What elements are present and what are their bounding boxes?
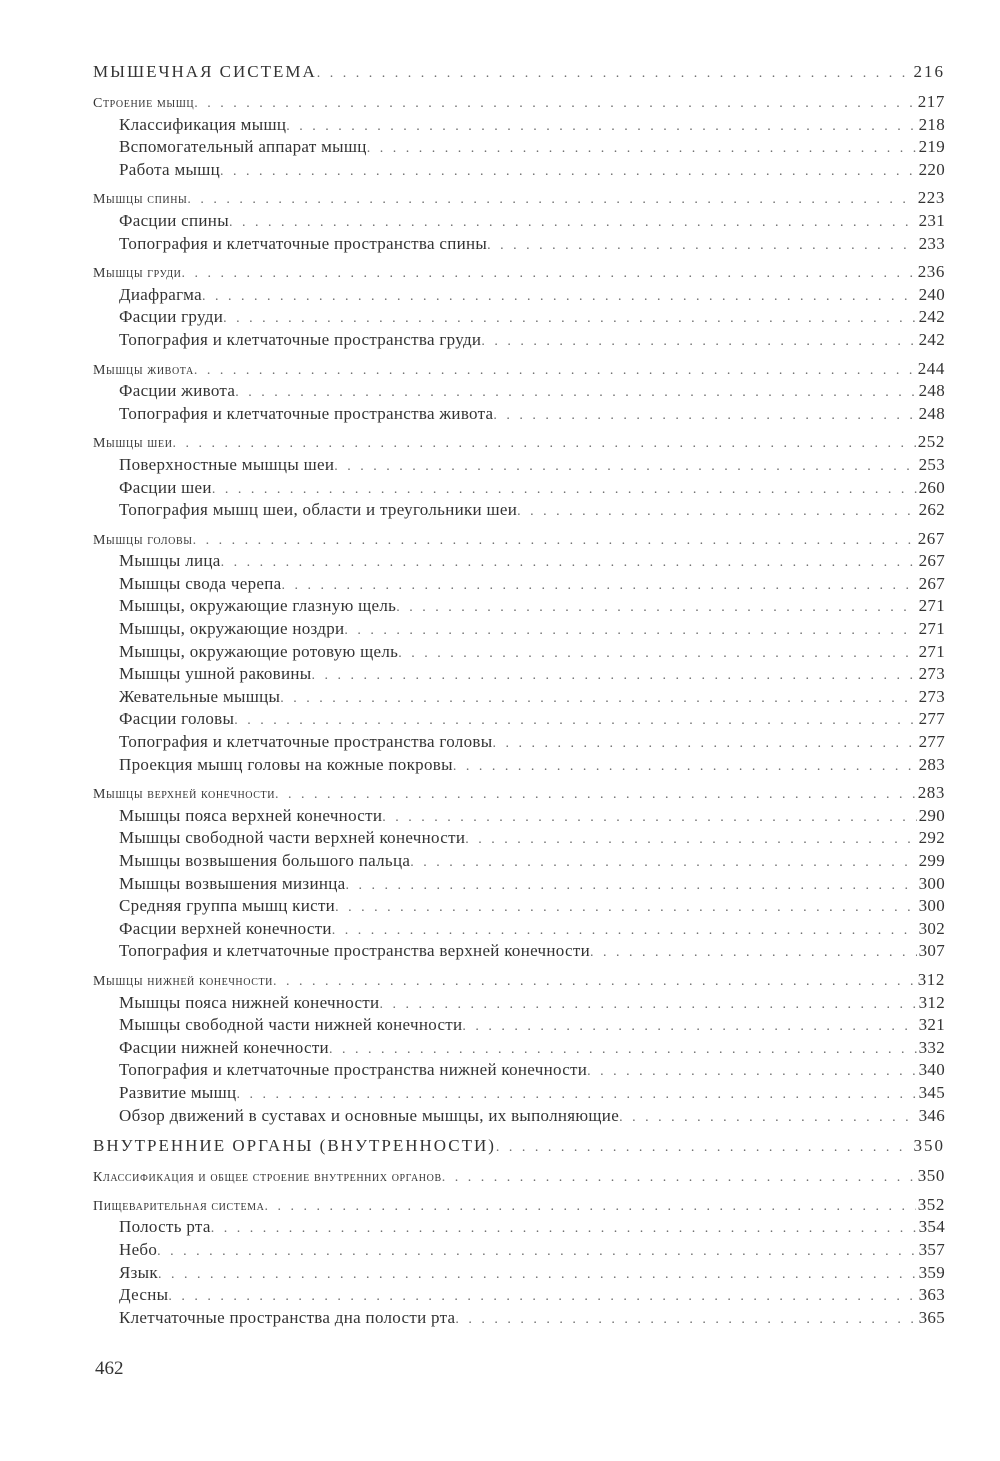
dot-leader [379,997,916,1013]
dot-leader [193,533,916,549]
toc-topic [93,478,945,501]
toc-chapter [93,1195,945,1218]
dot-leader [496,1140,912,1156]
toc-topic-title: Поверхностные мышцы шеи [119,454,335,474]
toc-topic [93,687,945,710]
dot-leader [317,66,912,82]
dot-leader [382,810,916,826]
dot-leader [335,900,917,916]
toc-topic-page: 277 [918,709,945,729]
dot-leader [492,736,916,752]
toc-chapter [93,783,945,806]
toc-chapter-title: Мышцы нижней конечности [93,973,273,989]
toc-topic [93,455,945,478]
toc-topic [93,1308,945,1331]
toc-topic-title: Фасции верхней конечности [119,918,332,938]
toc-topic [93,234,945,257]
toc-chapter-page: 283 [917,783,945,803]
toc-chapter-page: 350 [917,1166,945,1186]
toc-chapter-title: Мышцы верхней конечности [93,787,276,803]
toc-chapter-title: Классификация и общее строение внутренних органов [93,1170,442,1186]
toc-topic-title: Работа мышц [119,159,221,179]
toc-topic [93,993,945,1016]
toc-topic [93,1217,945,1240]
dot-leader [182,266,916,282]
dot-leader [462,1019,916,1035]
toc-topic [93,919,945,942]
toc-chapter [93,529,945,552]
dot-leader [334,459,916,475]
toc-topic-page: 277 [918,732,945,752]
dot-leader [202,289,917,305]
toc-chapter-page: 312 [917,969,945,989]
dot-leader [236,1087,916,1103]
toc-part [93,1136,945,1166]
toc-chapter-page: 252 [917,432,945,452]
toc-topic-page: 253 [918,454,945,474]
toc-topic-title: Классификация мышц [119,114,287,134]
toc-topic [93,1083,945,1106]
toc-topic-page: 354 [918,1217,945,1237]
dot-leader [517,504,916,520]
dot-leader [235,385,916,401]
dot-leader [332,923,917,939]
toc-topic-page: 260 [918,477,945,497]
toc-part-page: 350 [913,1136,945,1156]
toc-chapter-page: 267 [917,528,945,548]
toc-topic-title: Топография и клетчаточные пространства головы [119,732,493,752]
toc-topic-title: Мышцы свободной части верхней конечности [119,828,466,848]
toc-topic [93,307,945,330]
dot-leader [234,713,916,729]
toc-chapter-title: Мышцы груди [93,266,182,282]
toc-topic-page: 312 [918,992,945,1012]
toc-topic-page: 248 [918,403,945,423]
toc-topic [93,211,945,234]
toc-topic-page: 242 [918,329,945,349]
dot-leader [619,1110,917,1126]
toc-topic-title: Язык [119,1262,158,1282]
toc-chapter-page: 352 [917,1194,945,1214]
toc-topic-title: Топография и клетчаточные пространства груди [119,329,482,349]
dot-leader [223,311,917,327]
toc-topic [93,115,945,138]
toc-part-page: 216 [913,62,945,81]
toc-topic-title: Фасции живота [119,381,236,401]
dot-leader [590,945,917,961]
toc-topic-title: Мышцы лица [119,551,221,571]
toc-topic-title: Топография и клетчаточные пространства живота [119,403,494,423]
toc-topic-title: Средняя группа мышц кисти [119,896,336,916]
toc-chapter [93,970,945,993]
toc-topic-title: Мышцы, окружающие глазную щель [119,596,397,616]
toc-chapter-title: Мышцы головы [93,532,193,548]
toc-topic-title: Мышцы пояса нижней конечности [119,992,380,1012]
dot-leader [410,855,916,871]
toc-topic [93,755,945,778]
toc-topic-title: Фасции нижней конечности [119,1037,329,1057]
dot-leader [398,646,916,662]
dot-leader [194,96,915,112]
toc-topic-page: 231 [918,210,945,230]
toc-topic [93,1263,945,1286]
toc-topic-page: 340 [918,1060,945,1080]
toc-topic [93,664,945,687]
toc-topic-title: Мышцы свободной части нижней конечности [119,1015,463,1035]
toc-topic [93,574,945,597]
toc-topic [93,137,945,160]
toc-topic [93,941,945,964]
toc-chapter [93,92,945,115]
toc-topic-title: Топография и клетчаточные пространства нижней конечности [119,1060,588,1080]
toc-chapter-title: Пищеварительная система [93,1198,265,1214]
toc-topic-page: 219 [918,137,945,157]
toc-chapter [93,432,945,455]
toc-topic-page: 273 [918,664,945,684]
dot-leader [481,334,916,350]
dot-leader [220,164,917,180]
toc-topic-page: 242 [918,307,945,327]
dot-leader [187,192,915,208]
dot-leader [465,832,916,848]
toc-topic-title: Обзор движений в суставах и основные мышцы, их выполняющие [119,1105,620,1125]
toc-topic-page: 365 [918,1307,945,1327]
dot-leader [168,1289,916,1305]
toc-topic [93,1285,945,1308]
toc-chapter-page: 223 [917,188,945,208]
toc-topic-title: Фасции спины [119,210,229,230]
toc-topic-page: 240 [918,284,945,304]
toc-topic-title: Мышцы, окружающие ротовую щель [119,641,399,661]
dot-leader [587,1064,916,1080]
toc-topic [93,1038,945,1061]
toc-chapter-page: 236 [917,262,945,282]
toc-topic-page: 292 [918,828,945,848]
toc-chapter-title: Мышцы спины [93,192,188,208]
dot-leader [221,555,917,571]
table-of-contents [93,62,945,1330]
toc-topic [93,285,945,308]
toc-topic-page: 233 [918,233,945,253]
dot-leader [453,759,917,775]
toc-topic [93,1060,945,1083]
dot-leader [396,600,916,616]
toc-chapter [93,262,945,285]
toc-chapter-title: Мышцы живота [93,362,194,378]
dot-leader [194,363,916,379]
toc-topic-title: Фасции головы [119,709,235,729]
toc-topic-title: Проекция мышц головы на кожные покровы [119,754,453,774]
dot-leader [173,436,916,452]
dot-leader [280,691,916,707]
toc-topic [93,828,945,851]
dot-leader [329,1042,917,1058]
toc-chapter-page: 217 [917,92,945,111]
toc-topic-page: 302 [918,918,945,938]
toc-topic-page: 321 [918,1015,945,1035]
toc-chapter-page: 244 [917,358,945,378]
toc-topic-title: Мышцы пояса верхней конечности [119,805,383,825]
dot-leader [367,141,917,157]
toc-topic-title: Мышцы свода черепа [119,573,282,593]
toc-topic [93,851,945,874]
toc-topic-title: Топография и клетчаточные пространства верхней конечности [119,941,590,961]
toc-topic-title: Топография и клетчаточные пространства спины [119,233,488,253]
toc-topic-page: 345 [918,1082,945,1102]
dot-leader [442,1170,916,1186]
toc-topic-title: Мышцы возвышения большого пальца [119,851,411,870]
dot-leader [157,1244,916,1260]
toc-topic-page: 300 [918,896,945,916]
toc-topic-page: 307 [918,941,945,961]
toc-topic-title: Клетчаточные пространства дна полости рта [119,1307,456,1327]
toc-topic-title: Фасции груди [119,307,224,327]
toc-topic [93,896,945,919]
toc-topic [93,619,945,642]
page-number: 462 [95,1358,124,1379]
dot-leader [158,1267,917,1283]
toc-chapter-title: Строение мышц [93,96,195,111]
toc-topic-page: 267 [918,573,945,593]
dot-leader [493,408,916,424]
toc-topic [93,551,945,574]
dot-leader [286,119,916,135]
toc-topic-page: 300 [918,873,945,893]
toc-topic [93,404,945,427]
toc-topic-page: 283 [918,754,945,774]
toc-topic [93,596,945,619]
toc-topic-title: Фасции шеи [119,477,212,497]
dot-leader [282,578,917,594]
toc-topic-title: Десны [119,1285,169,1305]
toc-topic [93,381,945,404]
toc-topic-title: Топография мышц шеи, области и треугольники шеи [119,500,518,520]
toc-topic-title: Небо [119,1239,158,1259]
toc-topic-page: 271 [918,596,945,616]
toc-topic-title: Мышцы возвышения мизинца [119,873,346,893]
toc-topic-title: Мышцы, окружающие ноздри [119,619,345,639]
toc-chapter [93,359,945,382]
toc-chapter-title: Мышцы шеи [93,436,173,452]
dot-leader [344,623,916,639]
dot-leader [312,668,917,684]
toc-topic-title: Мышцы ушной раковины [119,664,312,684]
dot-leader [273,974,916,990]
toc-topic [93,1240,945,1263]
toc-topic-page: 290 [918,805,945,825]
toc-topic-page: 273 [918,686,945,706]
dot-leader [212,482,917,498]
toc-part-title: ВНУТРЕННИЕ ОРГАНЫ (ВНУТРЕННОСТИ) [93,1136,496,1156]
toc-part [93,62,945,92]
toc-topic [93,732,945,755]
toc-topic-page: 359 [918,1262,945,1282]
toc-topic-page: 218 [918,114,945,134]
dot-leader [211,1221,917,1237]
toc-topic [93,874,945,897]
toc-topic-title: Вспомогательный аппарат мышц [119,137,367,157]
toc-topic-title: Развитие мышц [119,1082,237,1102]
toc-topic-page: 363 [918,1285,945,1305]
toc-topic-page: 346 [918,1105,945,1125]
toc-chapter [93,1166,945,1189]
dot-leader [455,1312,916,1328]
toc-topic [93,1106,945,1129]
dot-leader [229,215,917,231]
toc-topic-page: 220 [918,159,945,179]
toc-chapter [93,188,945,211]
toc-topic-page: 262 [918,500,945,520]
dot-leader [265,1199,916,1215]
toc-topic-page: 357 [918,1239,945,1259]
dot-leader [345,878,916,894]
toc-topic-page: 267 [918,551,945,571]
toc-topic-title: Полость рта [119,1217,211,1237]
toc-topic-page: 271 [918,619,945,639]
toc-topic-page: 271 [918,641,945,661]
toc-part-title: МЫШЕЧНАЯ СИСТЕМА [93,62,317,81]
toc-topic-page: 248 [918,381,945,401]
toc-topic [93,806,945,829]
toc-topic [93,330,945,353]
toc-topic-page: 332 [918,1037,945,1057]
toc-topic-title: Диафрагма [119,284,202,304]
dot-leader [487,238,916,254]
toc-topic [93,500,945,523]
toc-topic-title: Жевательные мышцы [119,686,281,706]
toc-topic-page: 299 [918,851,945,870]
spacer [93,1128,945,1136]
toc-topic [93,160,945,183]
toc-topic [93,709,945,732]
toc-topic [93,1015,945,1038]
toc-topic [93,642,945,665]
dot-leader [275,787,916,803]
